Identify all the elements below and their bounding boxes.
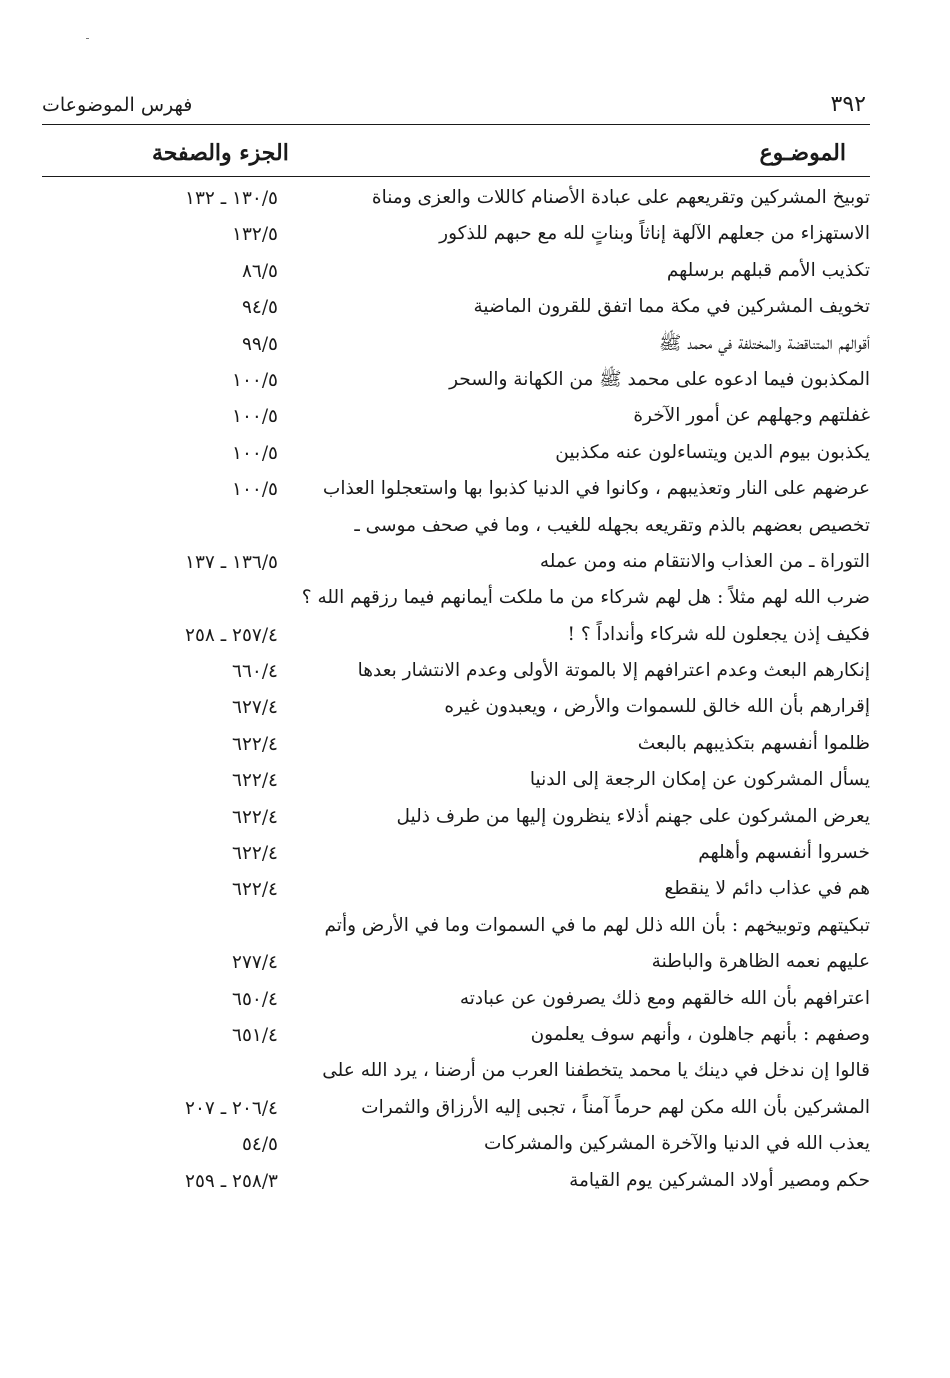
index-row <box>42 838 870 874</box>
index-page-reference: ٦٢٢/٤ <box>232 770 278 792</box>
index-topic: خسروا أنفسهم وأهلهم <box>698 842 870 864</box>
index-row <box>42 438 870 474</box>
index-page-reference: ١٠٠/٥ <box>232 479 278 501</box>
index-row <box>42 401 870 437</box>
index-topic: تخصيص بعضهم بالذم وتقريعه بجهله للغيب ، وما في صحف موسى ـ <box>354 514 870 536</box>
index-page-reference: ٦٥١/٤ <box>232 1024 278 1046</box>
index-topic: تخويف المشركين في مكة مما اتفق للقرون الماضية <box>473 296 870 318</box>
index-topic: عليهم نعمه الظاهرة والباطنة <box>651 951 870 973</box>
column-header-topic: الموضـوع <box>759 140 846 166</box>
index-page-reference: ١٣٦/٥ ـ ١٣٧ <box>185 551 278 573</box>
index-table <box>42 183 870 1202</box>
index-row <box>42 984 870 1020</box>
index-page-reference: ٦٢٢/٤ <box>232 806 278 828</box>
index-topic: ضرب الله لهم مثلاً : هل لهم شركاء من ما ملكت أيمانهم فيما رزقهم الله ؟ <box>301 587 870 609</box>
index-page-reference: ٦٢٧/٤ <box>232 697 278 719</box>
index-page-reference: ٩٤/٥ <box>241 297 278 319</box>
index-topic: فكيف إذن يجعلون لله شركاء وأنداداً ؟ ! <box>567 623 870 645</box>
index-topic: وصفهم : بأنهم جاهلون ، وأنهم سوف يعلمون <box>530 1023 870 1045</box>
index-row <box>42 620 870 656</box>
index-page-reference: ٦٢٢/٤ <box>232 843 278 865</box>
index-row <box>42 692 870 728</box>
index-page-reference: ١٠٠/٥ <box>232 369 278 391</box>
index-topic: اعترافهم بأن الله خالقهم ومع ذلك يصرفون عن عبادته <box>459 987 870 1009</box>
index-page-reference: ١٣٠/٥ ـ ١٣٢ <box>185 188 278 209</box>
index-page-reference: ٦٢٢/٤ <box>232 733 278 755</box>
index-topic: المشركين بأن الله مكن لهم حرماً آمناً ، تجبى إليه الأرزاق والثمرات <box>361 1096 870 1118</box>
index-row <box>42 474 870 510</box>
index-row <box>42 874 870 910</box>
index-row <box>42 765 870 801</box>
index-topic: عرضهم على النار وتعذيبهم ، وكانوا في الدنيا كذبوا بها واستعجلوا العذاب <box>322 478 870 500</box>
index-topic: تبكيتهم وتوبيخهم : بأن الله ذلل لهم ما في السموات وما في الأرض وأتم <box>324 914 870 936</box>
index-row <box>42 365 870 401</box>
index-topic: يعذب الله في الدنيا والآخرة المشركين والمشركات <box>483 1133 870 1155</box>
index-topic: الاستهزاء من جعلهم الآلهة إناثاً وبناتٍ لله مع حبهم للذكور <box>439 223 870 245</box>
running-header <box>42 92 870 126</box>
index-row <box>42 547 870 583</box>
index-row <box>42 1093 870 1129</box>
column-header-rule <box>42 176 870 177</box>
header-rule <box>42 124 870 125</box>
index-topic: ظلموا أنفسهم بتكذيبهم بالبعث <box>637 732 870 754</box>
index-page-reference: ٢٠٦/٤ ـ ٢٠٧ <box>185 1097 278 1119</box>
index-row <box>42 802 870 838</box>
index-page-reference: ٢٥٧/٤ ـ ٢٥٨ <box>185 624 278 646</box>
index-page-reference: ٩٩/٥ <box>241 333 278 355</box>
index-topic: إقرارهم بأن الله خالق للسموات والأرض ، ويعبدون غيره <box>444 696 870 718</box>
index-row <box>42 1020 870 1056</box>
index-row <box>42 219 870 255</box>
index-page-reference: ١٣٢/٥ <box>232 224 278 246</box>
index-row <box>42 947 870 983</box>
index-row <box>42 1056 870 1092</box>
index-row <box>42 656 870 692</box>
index-topic: توبيخ المشركين وتقريعهم على عبادة الأصنام كاللات والعزى ومناة <box>371 187 870 208</box>
index-topic: هم في عذاب دائم لا ينقطع <box>664 878 870 900</box>
index-row <box>42 1129 870 1165</box>
index-row <box>42 729 870 765</box>
index-page-reference: ٦٢٢/٤ <box>232 879 278 901</box>
index-row <box>42 292 870 328</box>
index-topic: المكذبون فيما ادعوه على محمد ﷺ من الكهانة والسحر <box>449 368 870 390</box>
index-topic: تكذيب الأمم قبلهم برسلهم <box>666 259 870 281</box>
index-page-reference: ١٠٠/٥ <box>232 442 278 464</box>
index-topic: قالوا إن ندخل في دينك يا محمد يتخطفنا العرب من أرضنا ، يرد الله على <box>322 1060 870 1082</box>
index-topic: أقوالهم المتناقضة والمختلفة في محمد ﷺ <box>658 332 870 354</box>
index-row <box>42 329 870 365</box>
index-topic: غفلتهم وجهلهم عن أمور الآخرة <box>633 405 870 427</box>
index-page-reference: ٥٤/٥ <box>241 1134 278 1156</box>
index-page-reference: ٦٥٠/٤ <box>232 988 278 1010</box>
index-row <box>42 183 870 219</box>
index-page-reference: ١٠٠/٥ <box>232 406 278 428</box>
index-topic: يكذبون بيوم الدين ويتساءلون عنه مكذبين <box>555 441 870 463</box>
index-topic: يعرض المشركون على جهنم أذلاء ينظرون إليها من طرف ذليل <box>396 805 870 827</box>
index-row <box>42 1166 870 1202</box>
index-topic: يسأل المشركون عن إمكان الرجعة إلى الدنيا <box>529 769 870 791</box>
index-topic: التوراة ـ من العذاب والانتقام منه ومن عمله <box>539 550 870 572</box>
index-topic: حكم ومصير أولاد المشركين يوم القيامة <box>569 1169 870 1191</box>
column-header-reference: الجزء والصفحة <box>152 140 289 166</box>
index-row <box>42 583 870 619</box>
page-mark <box>86 38 89 39</box>
index-row <box>42 511 870 547</box>
index-page-reference: ٢٧٧/٤ <box>232 952 278 974</box>
index-row <box>42 911 870 947</box>
index-row <box>42 256 870 292</box>
index-page-reference: ٨٦/٥ <box>241 260 278 282</box>
index-page-reference: ٦٦٠/٤ <box>232 661 278 683</box>
index-topic: إنكارهم البعث وعدم اعترافهم إلا بالموتة الأولى وعدم الانتشار بعدها <box>357 660 870 682</box>
index-page-reference: ٢٥٨/٣ ـ ٢٥٩ <box>185 1170 278 1192</box>
page-number: ٣٩٢ <box>830 92 866 117</box>
running-title: فهرس الموضوعات <box>42 94 193 116</box>
